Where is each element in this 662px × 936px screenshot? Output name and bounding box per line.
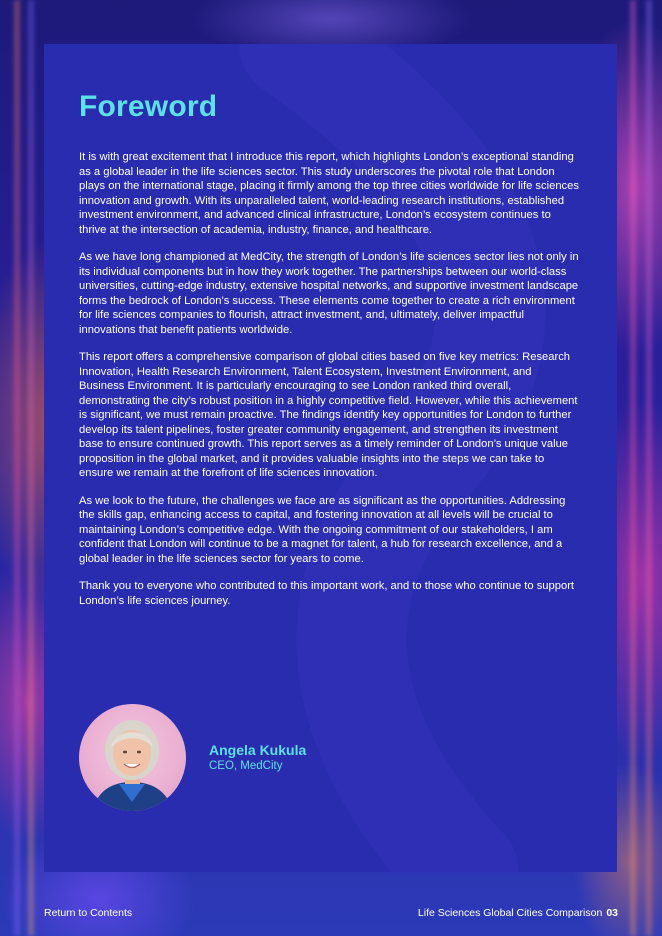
background-light-strip xyxy=(28,0,34,936)
paragraph: As we have long championed at MedCity, the strength of London’s life sciences sector lies not only in its individual components but in how they work together. The partnerships between our world-class universities, cutting-edge industry, extensive hospital networks, and supportive investment landscape forms the bedrock of London’s success. These elements come together to create a rich environment for life sciences companies to flourish, attract investment, and, ultimately, deliver impactful innovations that benefit patients worldwide. xyxy=(79,251,579,336)
footer-document-info xyxy=(418,907,618,919)
author-name: Angela Kukula xyxy=(209,742,307,758)
document-title: Life Sciences Global Cities Comparison xyxy=(417,907,603,919)
author-block xyxy=(79,704,499,814)
page-title: Foreword xyxy=(79,90,218,123)
background-light-strip xyxy=(14,0,20,936)
author-role: CEO, MedCity xyxy=(209,760,283,772)
background-light-strip xyxy=(630,0,636,936)
paragraph: It is with great excitement that I introduce this report, which highlights London’s exceptional standing as a global leader in the life sciences sector. This study underscores the pivotal role that London plays on the international stage, placing it firmly among the top three cities worldwide for life sciences innovation and growth. With its unparalleled talent, world-leading research institutions, established investment environment, and advanced clinical infrastructure, London’s ecosystem continues to thrive at the intersection of academia, industry, finance, and healthcare. xyxy=(79,151,579,236)
paragraph: As we look to the future, the challenges we face are as significant as the opportunities. Addressing the skills gap, enhancing access to capital, and fostering innovation at all levels will be crucial to maintaining London’s competitive edge. With the ongoing commitment of our stakeholders, I am confident that London will continue to be a magnet for talent, a hub for research excellence, and a global leader in the life sciences sector for years to come. xyxy=(79,494,566,565)
avatar xyxy=(79,704,186,811)
page-number: 03 xyxy=(606,907,618,919)
return-to-contents-link[interactable]: Return to Contents xyxy=(44,907,133,919)
foreword-body xyxy=(79,150,579,621)
portrait-icon xyxy=(79,704,186,811)
paragraph: Thank you to everyone who contributed to this important work, and to those who continue to support London’s life sciences journey. xyxy=(79,580,575,607)
background-light-strip xyxy=(646,0,652,936)
foreword-panel xyxy=(44,44,617,872)
paragraph: This report offers a comprehensive comparison of global cities based on five key metrics: Research Innovation, Health Research Environment, Talent Ecosystem, Investment Environment, and Business Environment. It is particularly encouraging to see London ranked third overall, demonstrating the city’s robust position in a highly competitive field. However, while this achievement is significant, we must remain proactive. The findings identify key opportunities for London to further develop its talent pipelines, foster greater community engagement, and strengthen its investment base to ensure continued growth. This report serves as a timely reminder of London’s unique value proposition in the global market, and it provides valuable insights into the steps we can take to ensure we remain at the forefront of life sciences innovation. xyxy=(79,351,578,479)
